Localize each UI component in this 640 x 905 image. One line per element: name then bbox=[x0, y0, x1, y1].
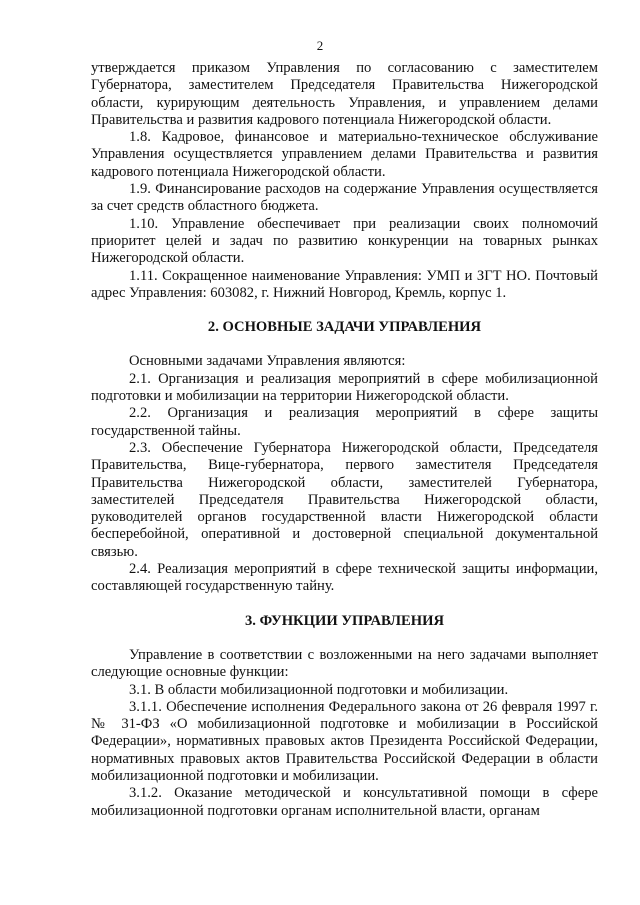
paragraph-1-8: 1.8. Кадровое, финансовое и материально-техническое обслуживание Управления осуществляется управлением делами Правительства и развития кадрового потенциала Нижегородской области. bbox=[91, 129, 598, 180]
paragraph-1-10: 1.10. Управление обеспечивает при реализации своих полномочий приоритет целей и задач по развитию конкуренции на товарных рынках Нижегородской области. bbox=[91, 215, 598, 267]
paragraph-1-11: 1.11. Сокращенное наименование Управления: УМП и ЗГТ НО. Почтовый адрес Управления: 603082, г. Нижний Новгород, Кремль, корпус 1. bbox=[91, 267, 598, 301]
paragraph-3-1: 3.1. В области мобилизационной подготовки и мобилизации. bbox=[129, 681, 509, 698]
paragraph-2-intro: Основными задачами Управления являются: bbox=[129, 353, 406, 370]
paragraph-continuation: утверждается приказом Управления по согласованию с заместителем Губернатора, заместителем Председателя Правительства Нижегородской области, курирующим деятельность Управления, и управлением делами Правительства и развития кадрового потенциала Нижегородской области. bbox=[91, 60, 598, 128]
paragraph-3-1-2: 3.1.2. Оказание методической и консультативной помощи в сфере мобилизационной подготовки органам исполнительной власти, органам bbox=[91, 785, 598, 819]
page-number: 2 bbox=[316, 38, 324, 53]
paragraph-3-1-1: 3.1.1. Обеспечение исполнения Федерального закона от 26 февраля 1997 г. № 31-ФЗ «О мобилизационной подготовке и мобилизации в Российской Федерации», нормативных правовых актов Президента Российской Федерации, нормативных правовых актов Правительства Российской Федерации в области мобилизационной подготовки и мобилизации. bbox=[91, 698, 598, 784]
paragraph-1-9: 1.9. Финансирование расходов на содержание Управления осуществляется за счет средств областного бюджета. bbox=[91, 181, 598, 215]
paragraph-2-1: 2.1. Организация и реализация мероприятий в сфере мобилизационной подготовки и мобилизации на территории Нижегородской области. bbox=[91, 370, 598, 405]
document-body bbox=[91, 60, 598, 820]
paragraph-2-2: 2.2. Организация и реализация мероприятий в сфере защиты государственной тайны. bbox=[91, 405, 598, 439]
section-2-heading: 2. ОСНОВНЫЕ ЗАДАЧИ УПРАВЛЕНИЯ bbox=[207, 319, 482, 336]
paragraph-2-3: 2.3. Обеспечение Губернатора Нижегородской области, Председателя Правительства, Вице-губернатора, первого заместителя Председателя Правительства Нижегородской области, заместителей Губернатора, заместителей Председателя Правительства Нижегородской области, руководителей органов государственной власти Нижегородской области бесперебойной, оперативной и достоверной специальной документальной связью. bbox=[91, 439, 598, 560]
paragraph-3-intro: Управление в соответствии с возложенными на него задачами выполняет следующие основные функции: bbox=[91, 646, 598, 681]
paragraph-2-4: 2.4. Реализация мероприятий в сфере технической защиты информации, составляющей государственную тайну. bbox=[91, 561, 598, 595]
section-3-heading: 3. ФУНКЦИИ УПРАВЛЕНИЯ bbox=[244, 612, 445, 629]
